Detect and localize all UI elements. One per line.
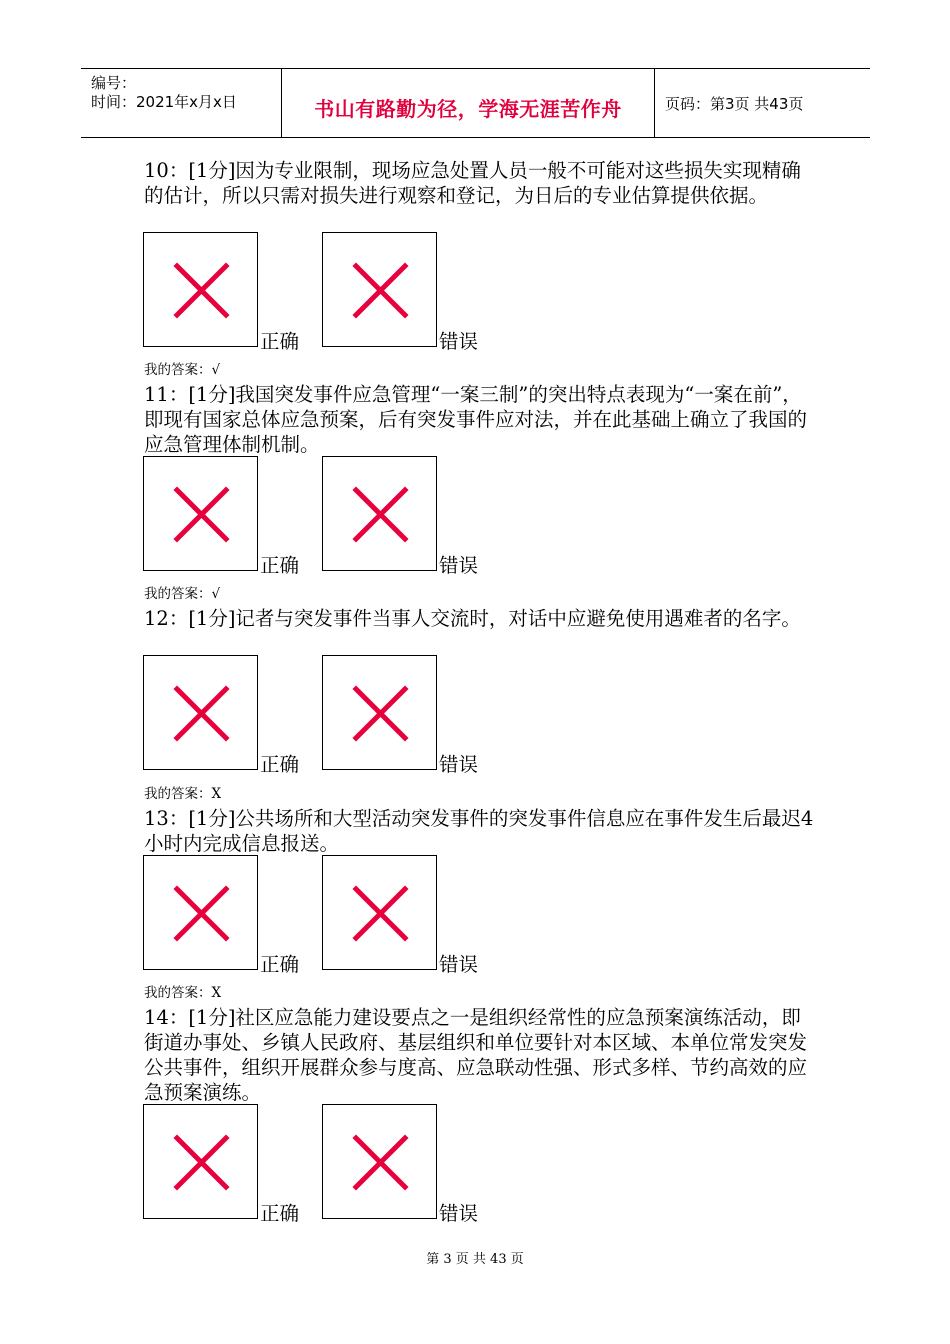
- red-x-icon: [144, 1105, 259, 1220]
- red-x-icon: [144, 656, 259, 771]
- red-x-icon: [323, 856, 438, 971]
- option-correct-label: 正确: [260, 1202, 300, 1225]
- motto-text: 书山有路勤为径，学海无涯苦作舟: [314, 97, 622, 121]
- my-answer: 我的答案：√: [144, 362, 221, 378]
- my-answer: 我的答案：X: [144, 985, 222, 1001]
- option-wrong-box[interactable]: [322, 655, 437, 770]
- question-10-text: 10：[1分]因为专业限制，现场应急处置人员一般不可能对这些损失实现精确的估计，所以只需对损失进行观察和登记，为日后的专业估算提供依据。: [144, 159, 801, 207]
- question-13-text: 13：[1分]公共场所和大型活动突发事件的突发事件信息应在事件发生后最迟4小时内完成信息报送。: [144, 807, 814, 855]
- option-correct-box[interactable]: [143, 655, 258, 770]
- number-label: 编号：: [91, 74, 137, 92]
- red-x-icon: [323, 656, 438, 771]
- option-wrong-box[interactable]: [322, 456, 437, 571]
- red-x-icon: [144, 233, 259, 348]
- red-x-icon: [323, 457, 438, 572]
- header-motto-cell: [282, 69, 655, 137]
- page-footer: 第 3 页 共 43 页: [426, 1252, 524, 1267]
- option-correct-box[interactable]: [143, 456, 258, 571]
- option-correct-label: 正确: [260, 554, 300, 577]
- option-wrong-box[interactable]: [322, 855, 437, 970]
- option-wrong-box[interactable]: [322, 232, 437, 347]
- red-x-icon: [323, 1105, 438, 1220]
- page-info: 页码：第3页 共43页: [665, 95, 804, 113]
- red-x-icon: [144, 856, 259, 971]
- option-wrong-box[interactable]: [322, 1104, 437, 1219]
- option-wrong-label: 错误: [439, 753, 479, 776]
- question-14-text: 14：[1分]社区应急能力建设要点之一是组织经常性的应急预案演练活动，即街道办事处、乡镇人民政府、基层组织和单位要针对本区域、本单位常发突发公共事件，组织开展群众参与度高、应急联动性强、形式多样、节约高效的应急预案演练。: [144, 1006, 808, 1104]
- header-meta-cell: [81, 69, 282, 137]
- my-answer: 我的答案：X: [144, 786, 222, 802]
- option-correct-box[interactable]: [143, 855, 258, 970]
- time-label: 时间：2021年x月x日: [91, 93, 237, 111]
- option-correct-label: 正确: [260, 753, 300, 776]
- option-correct-label: 正确: [260, 953, 300, 976]
- question-12-text: 12：[1分]记者与突发事件当事人交流时，对话中应避免使用遇难者的名字。: [144, 607, 801, 630]
- red-x-icon: [144, 457, 259, 572]
- question-11-text: 11：[1分]我国突发事件应急管理“一案三制”的突出特点表现为“一案在前”，即现有国家总体应急预案，后有突发事件应对法，并在此基础上确立了我国的应急管理体制机制。: [144, 383, 808, 456]
- option-wrong-label: 错误: [439, 1202, 479, 1225]
- header-page-cell: [655, 69, 870, 137]
- my-answer: 我的答案：√: [144, 586, 221, 602]
- option-wrong-label: 错误: [439, 330, 479, 353]
- red-x-icon: [323, 233, 438, 348]
- option-correct-box[interactable]: [143, 232, 258, 347]
- option-correct-box[interactable]: [143, 1104, 258, 1219]
- option-wrong-label: 错误: [439, 953, 479, 976]
- option-correct-label: 正确: [260, 330, 300, 353]
- document-header: [81, 68, 870, 138]
- option-wrong-label: 错误: [439, 554, 479, 577]
